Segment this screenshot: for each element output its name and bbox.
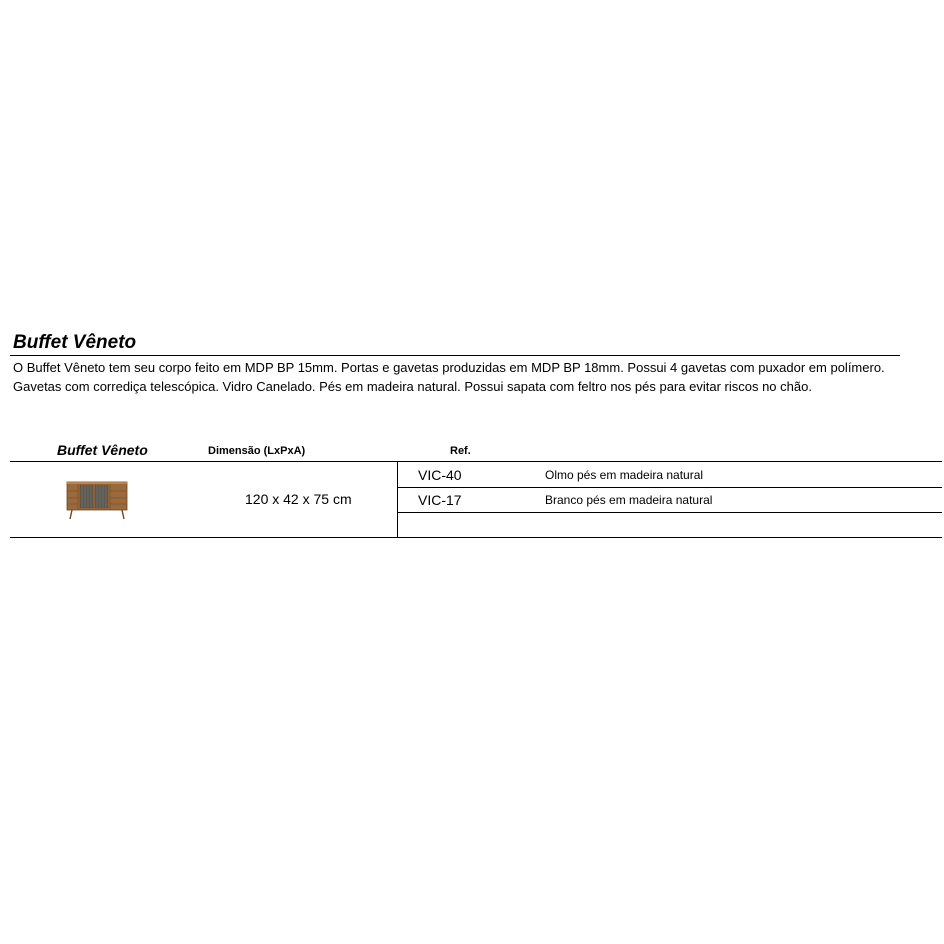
table-header-dimension: Dimensão (LxPxA) bbox=[208, 445, 306, 457]
table-header-product: Buffet Vêneto bbox=[57, 442, 148, 458]
table-header-ref: Ref. bbox=[450, 445, 471, 457]
product-title: Buffet Vêneto bbox=[13, 332, 137, 353]
ref-finish-row-2: Branco pés em madeira natural bbox=[545, 493, 713, 507]
dimension-value: 120 x 42 x 75 cm bbox=[245, 491, 352, 507]
ref-finish-row-1: Olmo pés em madeira natural bbox=[545, 468, 704, 482]
table-bottom-rule bbox=[10, 537, 942, 538]
buffet-thumbnail-image bbox=[64, 480, 130, 520]
description-line-1: O Buffet Vêneto tem seu corpo feito em MDP BP 15mm. Portas e gavetas produzidas em MDP BP 18mm. Possui 4 gavetas com puxador em polímero. bbox=[13, 360, 885, 375]
product-description bbox=[13, 358, 941, 396]
table-row-divider-1 bbox=[397, 487, 942, 488]
ref-code-row-1: VIC-40 bbox=[418, 467, 462, 483]
table-header-rule bbox=[10, 461, 942, 462]
table-column-divider bbox=[397, 462, 398, 537]
ref-code-row-2: VIC-17 bbox=[418, 492, 462, 508]
description-line-2: Gavetas com corrediça telescópica. Vidro Canelado. Pés em madeira natural. Possui sapata com feltro nos pés para evitar riscos no chão. bbox=[13, 379, 812, 394]
table-row-divider-2 bbox=[397, 512, 942, 513]
title-underline bbox=[10, 355, 900, 356]
